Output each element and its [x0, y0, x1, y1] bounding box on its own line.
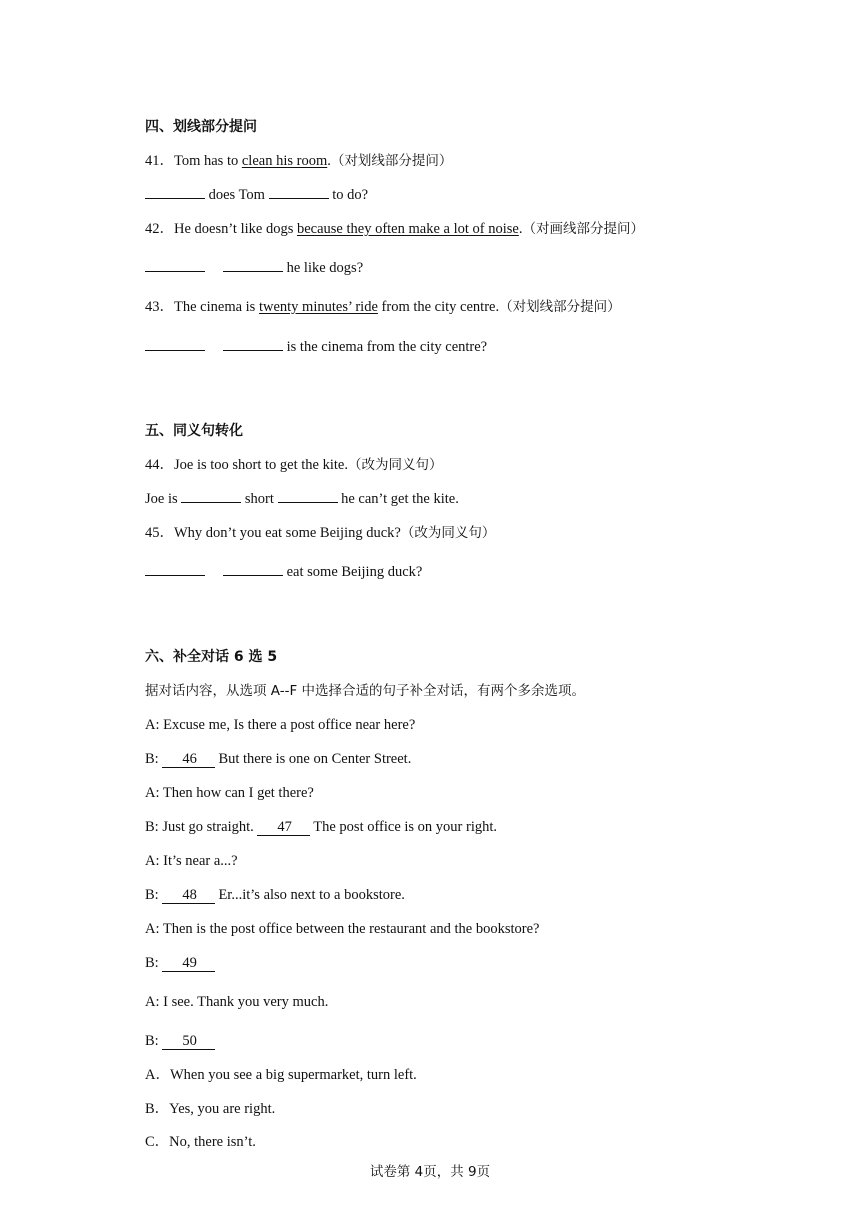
q41-note: （对划线部分提问） [330, 153, 453, 169]
option-c [145, 1133, 256, 1151]
q42-note: （对画线部分提问） [522, 221, 644, 237]
answer-42 [145, 259, 363, 277]
question-43 [145, 298, 621, 316]
answer-44 [145, 490, 459, 508]
q41-number: 41． [145, 153, 174, 169]
blank-46[interactable]: 46 [162, 751, 215, 768]
q44-number: 44． [145, 457, 174, 473]
q44-text: Joe is too short to get the kite. [174, 457, 348, 473]
section-4-title: 四、划线部分提问 [145, 119, 257, 135]
q42-number: 42． [145, 221, 174, 237]
option-text: When you see a big supermarket, turn left. [169, 1067, 417, 1083]
dialogue-line-9: A: I see. Thank you very much. [145, 994, 329, 1010]
answer-41 [145, 186, 368, 204]
section-6-instructions: 据对话内容，从选项 A--F 中选择合适的句子补全对话，有两个多余选项。 [145, 683, 586, 699]
q42-underlined: because they often make a lot of noise [296, 221, 519, 237]
speaker: B: [145, 887, 163, 903]
speaker: B: [145, 751, 163, 767]
q41-underlined: clean his room [241, 153, 328, 169]
blank-50[interactable]: 50 [162, 1033, 215, 1050]
q42-text-pre: He doesn’t like dogs [174, 221, 297, 237]
q43-number: 43． [145, 299, 174, 315]
speaker: B: [145, 1033, 163, 1049]
dialogue-text: But there is one on Center Street. [214, 751, 412, 767]
question-44 [145, 456, 442, 474]
blank[interactable] [145, 338, 205, 351]
blank[interactable] [145, 186, 205, 199]
q43-text-post: from the city centre. [377, 299, 500, 315]
dialogue-line-8 [145, 954, 215, 972]
q42-text-post: . [518, 221, 523, 237]
blank-48[interactable]: 48 [162, 887, 215, 904]
q43-note: （对划线部分提问） [499, 299, 621, 315]
dialogue-line-2 [145, 750, 411, 768]
answer-43 [145, 338, 487, 356]
question-45 [145, 524, 495, 542]
section-6-title: 六、补全对话 6 选 5 [145, 649, 278, 665]
option-label: C． [145, 1134, 170, 1150]
blank[interactable] [278, 490, 338, 503]
a42-text: he like dogs? [283, 260, 364, 276]
q43-text-pre: The cinema is [174, 299, 259, 315]
a41-part1: does Tom [205, 187, 269, 203]
dialogue-line-1: A: Excuse me, Is there a post office near here? [145, 717, 416, 733]
speaker: B: [145, 955, 163, 971]
q45-text: Why don’t you eat some Beijing duck? [174, 525, 401, 541]
blank-47[interactable]: 47 [257, 819, 310, 836]
dialogue-line-7: A: Then is the post office between the restaurant and the bookstore? [145, 921, 540, 937]
page-footer: 试卷第 4页，共 9页 [369, 1164, 491, 1180]
option-label: B． [145, 1101, 170, 1117]
answer-45 [145, 563, 422, 581]
dialogue-line-10 [145, 1032, 215, 1050]
section-5-title: 五、同义句转化 [145, 423, 243, 439]
blank-49[interactable]: 49 [162, 955, 215, 972]
blank[interactable] [145, 563, 205, 576]
a43-text: is the cinema from the city centre? [283, 339, 488, 355]
a44-part1: Joe is [145, 491, 182, 507]
blank[interactable] [223, 259, 283, 272]
option-b [145, 1100, 275, 1118]
q43-underlined: twenty minutes’ ride [258, 299, 378, 315]
a41-part2: to do? [328, 187, 369, 203]
q41-text-pre: Tom has to [174, 153, 242, 169]
blank[interactable] [223, 563, 283, 576]
dialogue-line-5: A: It’s near a...? [145, 853, 238, 869]
blank[interactable] [223, 338, 283, 351]
q45-number: 45． [145, 525, 174, 541]
dialogue-line-4 [145, 818, 497, 836]
a44-part2: short [241, 491, 278, 507]
question-41 [145, 152, 452, 170]
dialogue-text: The post office is on your right. [309, 819, 498, 835]
dialogue-line-6 [145, 886, 405, 904]
dialogue-line-3: A: Then how can I get there? [145, 785, 314, 801]
blank[interactable] [269, 186, 329, 199]
question-42 [145, 220, 644, 238]
dialogue-text: B: Just go straight. [145, 819, 258, 835]
q41-text-post: . [327, 153, 331, 169]
q45-note: （改为同义句） [400, 525, 496, 541]
option-label: A． [145, 1067, 170, 1083]
blank[interactable] [145, 259, 205, 272]
a44-part3: he can’t get the kite. [337, 491, 459, 507]
option-a [145, 1066, 417, 1084]
a45-text: eat some Beijing duck? [283, 564, 423, 580]
option-text: No, there isn’t. [169, 1134, 256, 1150]
blank[interactable] [181, 490, 241, 503]
q44-note: （改为同义句） [347, 457, 443, 473]
dialogue-text: Er...it’s also next to a bookstore. [214, 887, 405, 903]
option-text: Yes, you are right. [169, 1101, 276, 1117]
